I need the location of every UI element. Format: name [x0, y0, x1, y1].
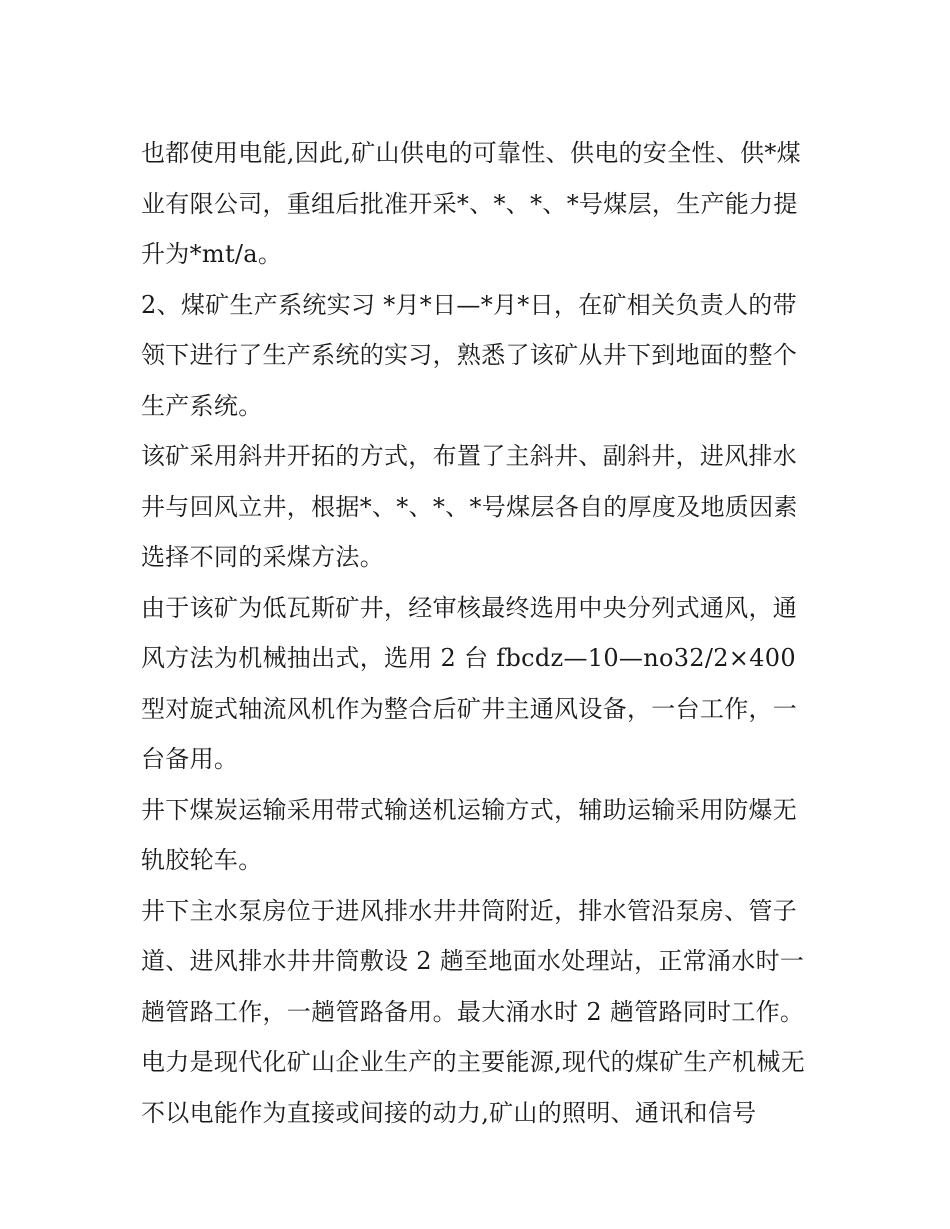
paragraph-7: 电力是现代化矿山企业生产的主要能源,现代的煤矿生产机械无不以电能作为直接或间接的动力,矿山的照明、通讯和信号 — [141, 1048, 806, 1127]
paragraph-1: 也都使用电能,因此,矿山供电的可靠性、供电的安全性、供*煤业有限公司，重组后批准开采*、*、*、*号煤层，生产能力提升为*mt/a。 — [141, 139, 801, 268]
paragraph-6: 井下主水泵房位于进风排水井井筒附近，排水管沿泵房、管子道、进风排水井井筒敷设 2 趟至地面水处理站，正常涌水时一趟管路工作，一趟管路备用。最大涌水时 2 趟管路同时工作。 — [141, 896, 805, 1026]
paragraph-3: 该矿采用斜井开拓的方式，布置了主斜井、副斜井，进风排水井与回风立井，根据*、*、*、*号煤层各自的厚度及地质因素选择不同的采煤方法。 — [141, 442, 798, 571]
document-body — [141, 128, 821, 1138]
paragraph-2: 2、煤矿生产系统实习 *月*日—*月*日，在矿相关负责人的带领下进行了生产系统的实习，熟悉了该矿从井下到地面的整个生产系统。 — [141, 290, 798, 420]
paragraph-4: 由于该矿为低瓦斯矿井，经审核最终选用中央分列式通风，通风方法为机械抽出式，选用 2 台 fbcdz—10—no32/2×400 型对旋式轴流风机作为整合后矿井主通风设备，一台工作，一台备用。 — [141, 593, 798, 773]
paragraph-5: 井下煤炭运输采用带式输送机运输方式，辅助运输采用防爆无轨胶轮车。 — [141, 795, 798, 874]
